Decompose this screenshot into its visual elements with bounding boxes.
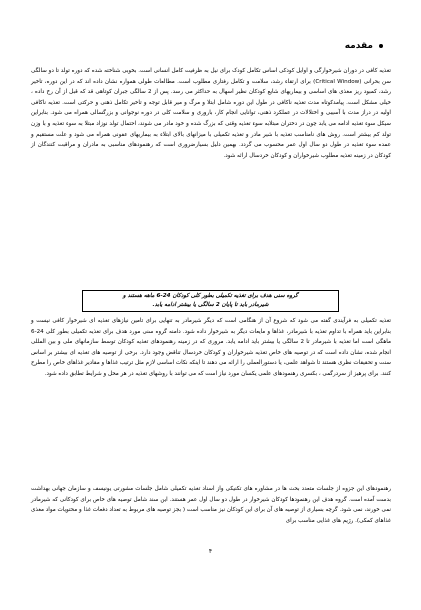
intro-paragraph: تغذیه کافی در دوران شیرخوارگی و اوایل کودکی اساس تکامل کودک برای نیل به ظرفیت کامل انسانی است. بخوبی شناخته شده که دوره تولد تا دو سالگی سن بحرانی (Critical Window) برای ارتقاء رشد، سلامت و تکامل رفتاری مطلوب است. مطالعات طولی همواره نشان داده اند که در این دوره، تاخیر رشد، کمبود ریز مغذی های اساسی و بیماریهای شایع کودکان نظیر اسهال به حداکثر می رسد. پس از 2 سالگی جبران کوتاهی قد که قبل از آن رخ داده ، خیلی مشکل است. پیامدکوتاه مدت تغذیه ناکافی در طول این دوره شامل ابتلا و مرگ و میر قابل توجه و تاخیر تکامل ذهنی و حرکتی است. تغذیه ناکافی اولیه در دراز مدت با آسیبی و اختلالات در عملکرد ذهنی، توانایی انجام کار، باروری و سلامت کلی در دوره نوجوانی و بزرگسالی همراه می شود. بنابراین سیکل سوء تغذیه ادامه می یابد چون در دختران مبتلابه سوء تغذیه وقتی که بزرگ شده و خود مادر می شوند، احتمال تولد نوزاد مبتلا به سوء تغذیه و با وزن تولد کم بیشتر است. روش های نامناسب تغذیه با شیر مادر و تغذیه تکمیلی با میزانهای بالای ابتلاء به بیماریهای عفونی همراه می شود و علت مستقیم و عمده سوء تغذیه در طول دو سال اول عمر محسوب می گردد. بهمین دلیل بسیارضروری است که رهنمودهای مناسبی به مادران و مراقبت کنندگان از کودکان در زمینه تغذیه مطلوب شیرخواران و کودکان خردسال ارائه شود. [31, 68, 391, 159]
section-title: مقدمه [344, 41, 373, 51]
section-heading [345, 41, 383, 51]
highlight-line-1: گروه سنی هدف برای تغذیه تکمیلی بطور کلی کودکان 24-6 ماهه هستند و [123, 293, 298, 299]
highlight-box [82, 290, 339, 312]
complementary-feeding-paragraph: تغذیه تکمیلی به فرآیندی گفته می شود که شروع آن از هنگامی است که دیگر شیرمادر به تنهایی برای تامین نیازهای تغذیه ای شیرخوار کافی نیست و بنابراین باید همراه با تداوم تغذیه با شیرمادر، غذاها و مایعات دیگر به شیرخوار داده شود. دامنه گروه سنی مورد هدف برای تغذیه تکمیلی بطور کلی 24-6 ماهگی است اما تغذیه با شیرمادر تا 2 سالگی یا بیشتر باید ادامه یابد. مروری که در زمینه رهنمودهای تغذیه کودکان توسط سازمانهای ملی و بین المللی انجام شده، نشان داده است که در توصیه های خاص تغذیه شیرخواران و کودکان خردسال تناقض وجود دارد. برخی از توصیه های تغذیه ای بیشتر بر اساس سنت و تحقیقات نظری هستند تا شواهد علمی، یا دستورالعملی را ارائه می دهند تا اینکه نکات اساسی لازم مثل ترتیب غذاها و مقادیر غذاهای خاص را مطرح کنند. برای پرهیز از سردرگمی ، بکسری رهنمودهای علمی یکسان مورد نیاز است که می توانند با روشهای تغذیه در هر محل و شرایط تطابق داده شود. [31, 318, 391, 377]
bullet-icon [379, 44, 383, 48]
page-number: ۴ [208, 548, 213, 555]
guidelines-paragraph: رهنمودهای این جزوه از جلسات متعدد بحث ها در مشاوره های تکنیکی واز اسناد تغذیه تکمیلی شامل جلسات مشورتی یونیسف و سازمان جهانی بهداشت بدست آمده است. گروه هدف این رهنمودها کودکان شیرخوار در طول دو سال اول عمر هستند. این سند شامل توصیه های خاص برای کودکانی که شیرمادر نمی خورند، نمی شود. گرچه بسیاری از توصیه های آن برای این کودکان نیز مناسب است ( بجز توصیه های مربوط به تعداد دفعات غذا و محتویات مواد مغذی غذاهای کمکی). رژیم های غذایی مناسب برای [31, 486, 391, 524]
highlight-line-2: شیرمادر باید تا پایان 2 سالگی یا بیشتر ادامه یابد. [152, 302, 269, 308]
